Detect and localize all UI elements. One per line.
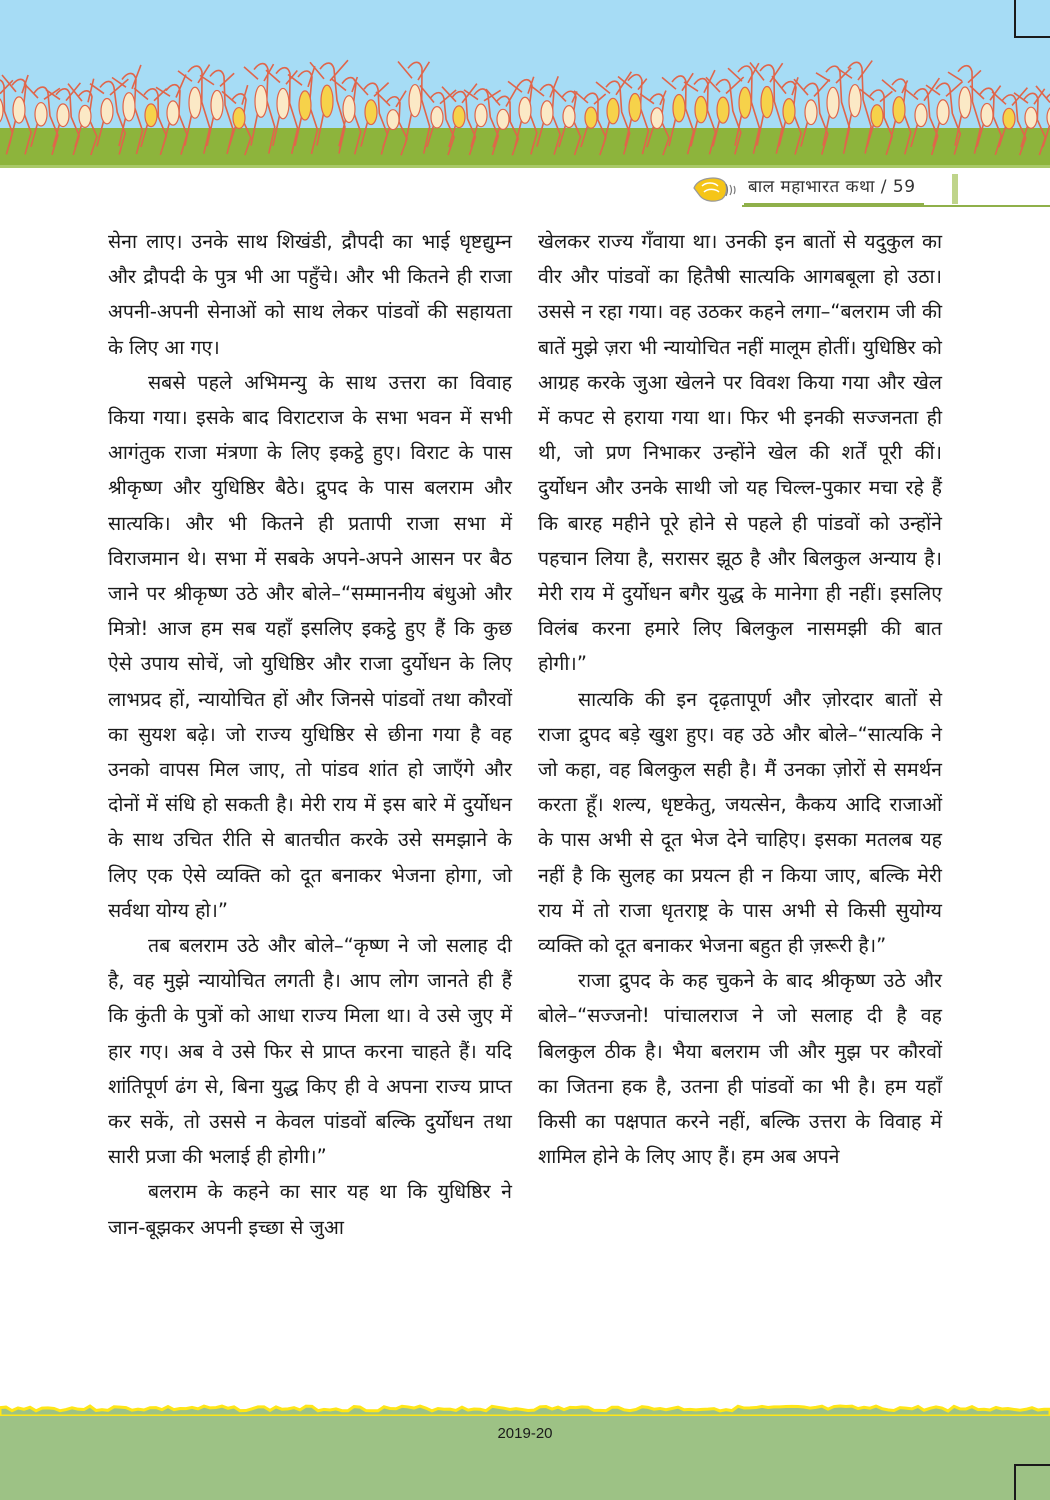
paragraph: बलराम के कहने का सार यह था कि युधिष्ठिर ने जान-बूझकर अपनी इच्छा से जुआ xyxy=(108,1180,512,1239)
warrior-figure xyxy=(508,77,537,155)
warrior-figure xyxy=(354,80,389,155)
crop-mark-bottom xyxy=(1014,1464,1050,1500)
warrior-figure xyxy=(68,79,97,155)
battle-scene-banner xyxy=(0,0,1050,165)
wavy-edge-path xyxy=(0,1406,1050,1416)
footer-band xyxy=(0,1410,1050,1500)
conch-shell-icon xyxy=(692,174,740,204)
warrior-figure xyxy=(266,68,298,154)
paragraph: तब बलराम उठे और बोले–“कृष्ण ने जो सलाह दी है, वह मुझे न्यायोचित लगती है। आप लोग जानते ही हैं कि कुंती के पुत्रों को आधा राज्य मिला था। वे उसे जुए में हार गए। अब वे उसे फिर से प्राप्त करना चाहते हैं। यदि शांतिपूर्ण ढंग से, बिना युद्ध किए ही वे अपना राज्य प्राप्त कर सकें, तो उससे न केवल पांडवों बल्कि दुर्योधन तथा सारी प्रजा की भलाई ही होगी।” xyxy=(108,934,512,1169)
warrior-figure xyxy=(772,76,801,155)
warrior-figure xyxy=(222,85,251,155)
paragraph: सबसे पहले अभिमन्यु के साथ उत्तरा का विवाह किया गया। इसके बाद विराटराज के सभा भवन में सभी आगंतुक राजा मंत्रणा के लिए इकट्ठे हुए। विराट के पास श्रीकृष्ण और युधिष्ठिर बैठे। द्रुपद के पास बलराम और सात्यकि। और भी कितने ही प्रतापी राजा सभा में विराजमान थे। सभा में सबके अपने-अपने आसन पर बैठ जाने पर श्रीकृष्ण उठे और बोले–“सम्माननीय बंधुओ और मित्रो! आज हम सब यहाँ इसलिए इकट्ठे हुए हैं कि कुछ ऐसे उपाय सोचें, जो युधिष्ठिर और राजा दुर्योधन के लिए लाभप्रद हों, न्यायोचित हों और जिनसे पांडवों तथा कौरवों का सुयश बढ़े। जो राज्य युधिष्ठिर से छीना गया है वह उनको वापस मिल जाए, तो पांडव शांत हो जाएँगे और दोनों में संधि हो सकती है। मेरी राय में इस बारे में दुर्योधन के साथ उचित रीति से बातचीत करके उसे समझाने के लिए एक ऐसे व्यक्ति को दूत बनाकर भेजना होगा, जो सर्वथा योग्य हो।” xyxy=(108,370,512,922)
running-head-text: बाल महाभारत कथा / 59 xyxy=(744,173,924,205)
warrior-figure xyxy=(156,75,187,155)
paragraph: राजा द्रुपद के कह चुकने के बाद श्रीकृष्ण उठे और बोले–“सज्जनो! पांचालराज ने जो सलाह दी है वह बिलकुल ठीक है। भैया बलराम जी और मुझ पर कौरवों का जितना हक है, उतना ही पांडवों का भी है। हम यहाँ किसी का पक्षपात करने नहीं, बल्कि उत्तरा के विवाह में शामिल होने के लिए आए हैं। हम अब अपने xyxy=(538,969,942,1169)
running-head xyxy=(692,172,924,206)
warrior-figure xyxy=(398,62,430,154)
footer-year: 2019-20 xyxy=(497,1425,553,1442)
left-column xyxy=(108,224,512,1245)
warrior-figure xyxy=(926,81,963,154)
crop-mark-top xyxy=(1014,0,1050,38)
warrior-figure xyxy=(860,89,892,155)
paragraph: सात्यकि की इन दृढ़तापूर्ण और ज़ोरदार बातों से राजा द्रुपद बड़े खुश हुए। वह उठे और बोले–“सात्यकि ने जो कहा, वह बिलकुल सही है। मैं उनका ज़ोरों से समर्थन करता हूँ। शल्य, धृष्टकेतु, जयत्सेन, कैकय आदि राजाओं के पास अभी से दूत भेज देने चाहिए। इसका मतलब यह नहीं है कि सुलह का प्रयत्न ही न किया जाए, बल्कि मेरी राय में तो राजा धृतराष्ट्र के पास अभी से किसी सुयोग्य व्यक्ति को दूत बनाकर भेजना बहुत ही ज़रूरी है।” xyxy=(538,687,942,958)
warrior-figure xyxy=(574,91,606,155)
warrior-figure xyxy=(0,80,13,155)
warrior-figure xyxy=(90,79,128,154)
warrior-figure xyxy=(948,66,981,154)
right-column xyxy=(538,224,942,1174)
warrior-figure xyxy=(244,64,275,154)
footer-wavy-edge xyxy=(0,1402,1050,1416)
warrior-figure xyxy=(706,77,744,154)
header-accent-block xyxy=(952,174,958,204)
paragraph: सेना लाए। उनके साथ शिखंडी, द्रौपदी का भाई धृष्टद्युम्न और द्रौपदी के पुत्र भी आ पहुँचे। और भी कितने ही राजा अपनी-अपनी सेनाओं को साथ लेकर पांडवों की सहायता के लिए आ गए। xyxy=(108,230,512,359)
warrior-figure xyxy=(376,91,407,156)
header-rule xyxy=(742,205,1050,207)
warrior-figure xyxy=(750,62,783,153)
paragraph: खेलकर राज्य गँवाया था। उनकी इन बातों से यदुकुल का वीर और पांडवों का हितैषी सात्यकि आगबबूला हो उठा। उससे न रहा गया। वह उठकर कहने लगा–“बलराम जी की बातें मुझे ज़रा भी न्यायोचित नहीं मालूम होतीं। युधिष्ठिर को आग्रह करके जुआ खेलने पर विवश किया गया और खेल में कपट से हराया गया था। फिर भी इनकी सज्जनता ही थी, जो प्रण निभाकर उन्होंने खेल की शर्तें पूरी कीं। दुर्योधन और उनके साथी जो यह चिल्ल-पुकार मचा रहे हैं कि बारह महीने पूरे होने से पहले ही पांडवों को उन्होंने पहचान लिया है, सरासर झूठ है और बिलकुल अन्याय है। मेरी राय में दुर्योधन बगैर युद्ध के मानेगा ही नहीं। इसलिए विलंब करना हमारे लिए बिलकुल नासमझी की बात होगी।” xyxy=(538,230,942,676)
battle-figures-illustration xyxy=(0,40,1050,160)
